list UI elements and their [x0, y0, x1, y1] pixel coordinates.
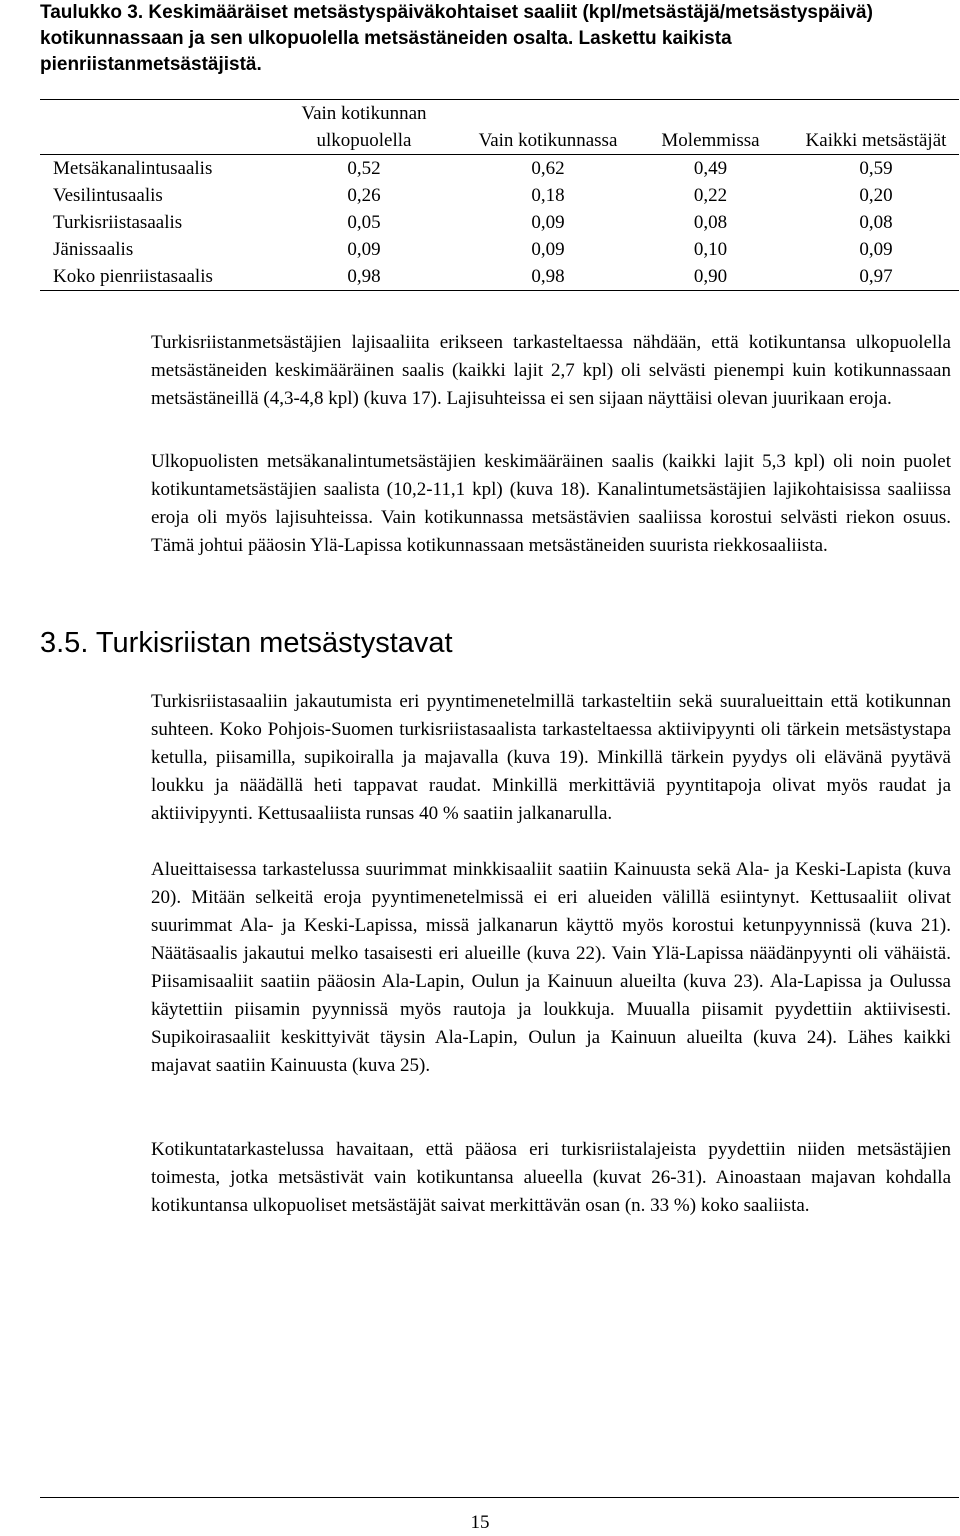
table-cell: 0,09	[347, 239, 381, 260]
column-header: Molemmissa	[661, 130, 760, 151]
table-cell: 0,59	[859, 158, 893, 179]
column-header: Kaikki metsästäjät	[805, 130, 947, 151]
page-number: 15	[470, 1512, 490, 1533]
row-label: Koko pienriistasaalis	[53, 266, 213, 287]
table-cell: 0,10	[693, 239, 728, 260]
table-cell: 0,18	[531, 185, 565, 206]
table-row	[40, 155, 959, 183]
table-cell: 0,09	[859, 239, 893, 260]
table-cell: 0,22	[693, 185, 728, 206]
column-header: Vain kotikunnan ulkopuolella	[301, 103, 427, 151]
section-heading: 3.5. Turkisriistan metsästystavat	[40, 627, 453, 659]
table-cell: 0,20	[859, 185, 893, 206]
table-cell: 0,90	[693, 266, 728, 287]
table-header-row	[40, 100, 959, 155]
row-label: Vesilintusaalis	[53, 185, 163, 206]
table-cell: 0,26	[347, 185, 381, 206]
column-header	[40, 100, 260, 155]
row-label: Jänissaalis	[53, 239, 134, 260]
table-cell: 0,08	[859, 212, 893, 233]
table-cell: 0,08	[693, 212, 728, 233]
paragraph: Alueittaisessa tarkastelussa suurimmat minkkisaaliit saatiin Kainuusta sekä Ala- ja Keski-Lapista (kuva 20). Mitään selkeitä eroja pyyntimenetelmissä ei eri alueiden välillä esiintynyt. Kettusaaliit olivat suurimmat Ala- ja Keski-Lapissa, missä jalkanarun käyttö myös korostui ketunpyynnissä (kuva 21). Näätäsaalis jakautui melko tasaisesti eri alueille (kuva 22). Vain Ylä-Lapissa näädänpyynti oli vähäistä. Piisamisaaliit saatiin pääosin Ala-Lapin, Oulun ja Kainuun alueilta (kuva 23). Ala-Lapissa ja Oulussa käytettiin piisamin pyynnissä myös rautoja ja loukkuja. Muualla piisamit pyydettiin aktiivisesti. Supikoirasaaliit keskittyivät täysin Ala-Lapin, Oulun ja Kainuun alueilta (kuva 24). Lähes kaikki majavat saatiin Kainuusta (kuva 25).	[151, 859, 951, 1076]
footer-rule	[40, 1497, 959, 1498]
paragraph: Kotikuntatarkastelussa havaitaan, että pääosa eri turkisriistalajeista pyydettiin niiden metsästäjien toimesta, jotka metsästivät vain kotikuntansa alueella (kuvat 26-31). Ainoastaan majavan kohdalla kotikuntansa ulkopuoliset metsästäjät saivat merkittävän osan (n. 33 %) koko saaliista.	[151, 1139, 951, 1216]
table-row	[40, 263, 959, 291]
table-row	[40, 209, 959, 236]
table-cell: 0,09	[531, 212, 565, 233]
table-cell: 0,05	[347, 212, 381, 233]
table-row	[40, 182, 959, 209]
table-cell: 0,49	[693, 158, 728, 179]
row-label: Metsäkanalintusaalis	[53, 158, 213, 179]
table-caption: Taulukko 3. Keskimääräiset metsästyspäiväkohtaiset saaliit (kpl/metsästäjä/metsästyspäivä) kotikunnassaan ja sen ulkopuolella metsästäneiden osalta. Laskettu kaikista pienriistanmetsästäjistä.	[40, 2, 873, 75]
table-cell: 0,98	[347, 266, 381, 287]
table-cell: 0,09	[531, 239, 565, 260]
table-row	[40, 236, 959, 263]
column-header: Vain kotikunnassa	[478, 130, 618, 151]
paragraph: Turkisriistanmetsästäjien lajisaaliita erikseen tarkasteltaessa nähdään, että kotikuntansa ulkopuolella metsästäneiden keskimääräinen saalis (kaikki lajit 2,7 kpl) oli selvästi pienempi kuin kotikunnassaan metsästäneillä (4,3-4,8 kpl) (kuva 17). Lajisuhteissa ei sen sijaan näyttäisi olevan juurikaan eroja.	[151, 332, 951, 409]
table-cell: 0,52	[347, 158, 381, 179]
row-label: Turkisriistasaalis	[53, 212, 183, 233]
table-cell: 0,98	[531, 266, 565, 287]
table-cell: 0,97	[859, 266, 893, 287]
catch-table	[40, 99, 959, 291]
paragraph: Turkisriistasaaliin jakautumista eri pyyntimenetelmillä tarkasteltiin sekä suuralueittain että kotikunnan suhteen. Koko Pohjois-Suomen turkisriistasaalista tarkasteltaessa aktiivipyynti oli tärkein metsästystapa ketulla, piisamilla, supikoiralla ja majavalla (kuva 19). Minkillä tärkein pyydys oli elävänä pyytävä loukku ja näädällä heti tappavat raudat. Minkillä merkittäviä pyyntitapoja olivat myös raudat ja aktiivipyynti. Kettusaaliista runsas 40 % saatiin jalkanarulla.	[151, 691, 951, 824]
paragraph: Ulkopuolisten metsäkanalintumetsästäjien keskimääräinen saalis (kaikki lajit 5,3 kpl) oli noin puolet kotikuntametsästäjien saalista (10,2-11,1 kpl) (kuva 18). Kanalintumetsästäjien lajikohtaisissa saaliissa eroja oli myös lajisuhteissa. Vain kotikunnassa metsästävien saaliissa korostui selvästi riekon osuus. Tämä johtui pääosin Ylä-Lapissa kotikunnassaan metsästäneiden suurista riekkosaaliista.	[151, 451, 951, 556]
table-cell: 0,62	[531, 158, 565, 179]
